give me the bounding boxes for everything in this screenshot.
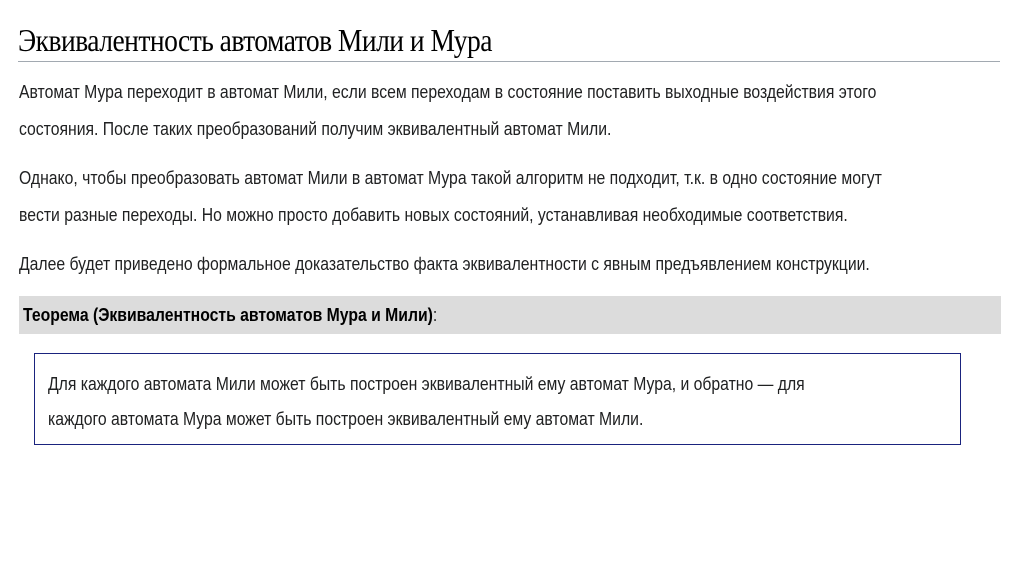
theorem-header [19, 296, 1001, 334]
section-title: Эквивалентность автоматов Мили и Мура [18, 22, 492, 58]
paragraph-proof-intro [19, 246, 982, 283]
statement-line: Для каждого автомата Мили может быть построен эквивалентный ему автомат Мура, и обратно — для [48, 374, 805, 394]
theorem-label: Теорема (Эквивалентность автоматов Мура и Мили) [23, 305, 433, 325]
theorem-statement [48, 367, 805, 437]
paragraph-line: вести разные переходы. Но можно просто добавить новых состояний, устанавливая необходимые соответствия. [19, 205, 848, 225]
theorem-statement-box [34, 353, 961, 445]
paragraph-line: Однако, чтобы преобразовать автомат Мили в автомат Мура такой алгоритм не подходит, т.к. в одно состояние могут [19, 168, 882, 188]
theorem-colon: : [432, 305, 438, 325]
paragraph-moore-to-mealy [19, 74, 982, 148]
theorem-title [23, 296, 437, 334]
paragraph-line: Далее будет приведено формальное доказательство факта эквивалентности с явным предъявлением конструкции. [19, 254, 870, 274]
paragraph-mealy-to-moore [19, 160, 982, 234]
statement-line: каждого автомата Мура может быть построен эквивалентный ему автомат Мили. [48, 409, 644, 429]
paragraph-line: состояния. После таких преобразований получим эквивалентный автомат Мили. [19, 119, 612, 139]
section-heading [18, 20, 1000, 62]
paragraph-line: Автомат Мура переходит в автомат Мили, если всем переходам в состояние поставить выходные воздействия этого [19, 82, 877, 102]
